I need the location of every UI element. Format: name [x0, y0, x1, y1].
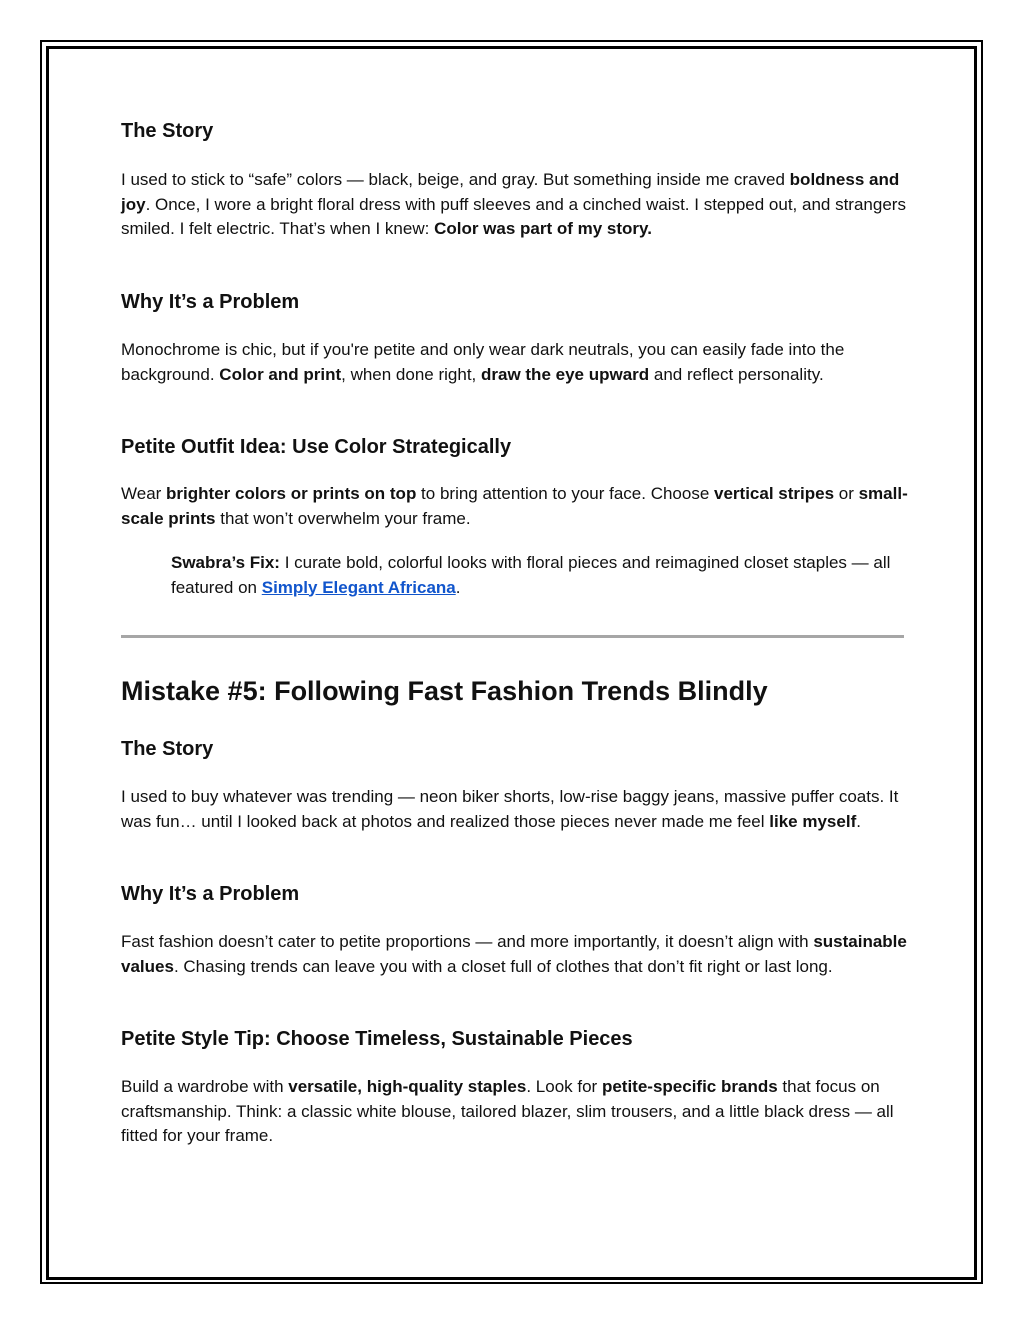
- problem-paragraph: Monochrome is chic, but if you're petite and only wear dark neutrals, you can easily fade into the background. Color and print, when done right, draw the eye upward and reflect personality.: [121, 340, 845, 384]
- problem-heading-2: Why It’s a Problem: [121, 883, 300, 905]
- mistake-5-title: Mistake #5: Following Fast Fashion Trends Blindly: [121, 676, 768, 706]
- style-tip-paragraph: Build a wardrobe with versatile, high-quality staples. Look for petite-specific brands that focus on craftsmanship. Think: a classic white blouse, tailored blazer, slim trousers, and a little black dress — all fitted for your frame.: [121, 1077, 894, 1145]
- story-paragraph-2: I used to buy whatever was trending — neon biker shorts, low-rise baggy jeans, massive puffer coats. It was fun… until I looked back at photos and realized those pieces never made me feel like myself.: [121, 787, 899, 831]
- outfit-idea-paragraph: Wear brighter colors or prints on top to bring attention to your face. Choose vertical stripes or small-scale prints that won’t overwhelm your frame.: [121, 484, 908, 528]
- story-paragraph: I used to stick to “safe” colors — black, beige, and gray. But something inside me craved boldness and joy. Once, I wore a bright floral dress with puff sleeves and a cinched waist. I stepped out, and strangers smiled. I felt electric. That’s when I knew: Color was part of my story.: [121, 170, 906, 238]
- problem-heading: Why It’s a Problem: [121, 291, 300, 313]
- problem-paragraph-2: Fast fashion doesn’t cater to petite proportions — and more importantly, it doesn’t align with sustainable values. Chasing trends can leave you with a closet full of clothes that don’t fit right or last long.: [121, 932, 907, 976]
- outfit-idea-heading: Petite Outfit Idea: Use Color Strategically: [121, 436, 512, 458]
- section-divider: [121, 635, 904, 638]
- simply-elegant-africana-link[interactable]: Simply Elegant Africana: [261, 577, 456, 597]
- story-heading-2: The Story: [121, 738, 214, 760]
- style-tip-heading: Petite Style Tip: Choose Timeless, Sustainable Pieces: [121, 1028, 633, 1050]
- story-heading: The Story: [121, 120, 214, 142]
- swabra-fix-note: Swabra’s Fix: I curate bold, colorful looks with floral pieces and reimagined closet staples — all featured on Simply Elegant Africana.: [171, 553, 891, 597]
